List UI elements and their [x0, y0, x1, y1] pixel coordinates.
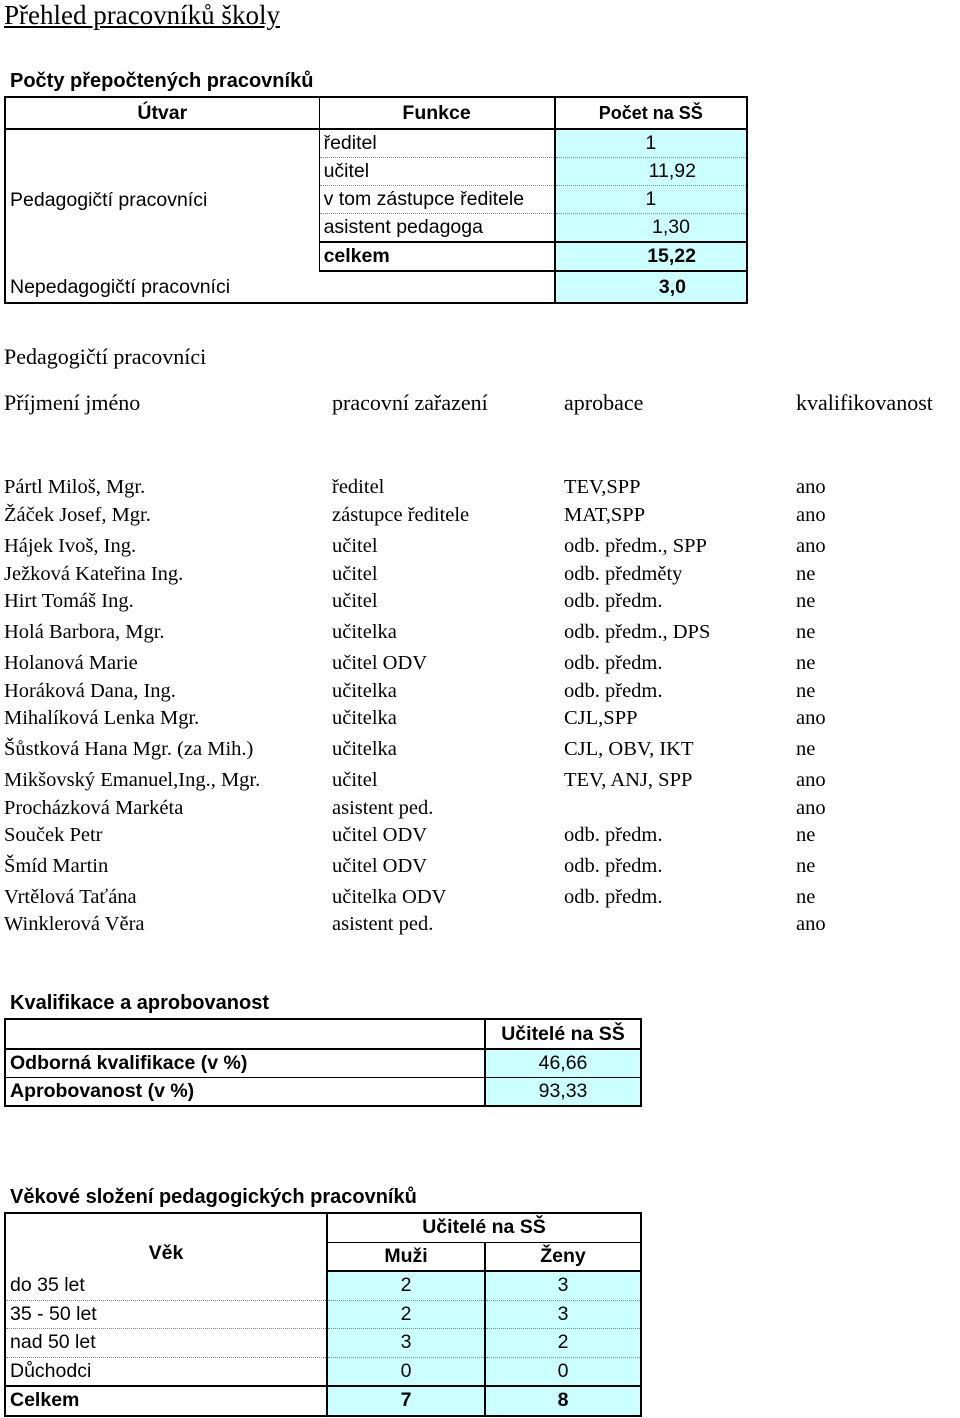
staff-qualification: ne: [796, 680, 816, 702]
staff-name: Mikšovský Emanuel,Ing., Mgr.: [4, 769, 261, 791]
function-cell: učitel: [319, 158, 554, 186]
count-cell: 1: [555, 186, 747, 214]
staff-name: Holá Barbora, Mgr.: [4, 621, 165, 643]
staff-name: Holanová Marie: [4, 652, 138, 674]
col-age-header: Věk: [148, 1242, 184, 1264]
staff-row: [0, 680, 960, 708]
staff-row: [0, 621, 960, 649]
col-women-header: Ženy: [485, 1242, 641, 1271]
staff-qualification: ne: [796, 855, 816, 877]
qualification-value: 46,66: [485, 1049, 641, 1078]
nonped-value: 3,0: [555, 271, 747, 303]
staff-position: učitel: [332, 535, 378, 557]
staff-approbation: odb. předměty: [564, 563, 683, 585]
staff-position: učitel ODV: [332, 855, 428, 877]
age-row-label: do 35 let: [5, 1271, 327, 1300]
staff-position: učitel ODV: [332, 824, 428, 846]
staff-approbation: odb. předm.: [564, 886, 663, 908]
age-row-label: nad 50 let: [5, 1329, 327, 1358]
staff-position: učitelka: [332, 621, 397, 643]
staff-name: Mihalíková Lenka Mgr.: [4, 707, 200, 729]
age-women-value: 3: [485, 1300, 641, 1329]
staff-approbation: odb. předm.: [564, 590, 663, 612]
staff-row: [0, 563, 960, 591]
staff-qualification: ne: [796, 886, 816, 908]
staff-approbation: odb. předm.: [564, 680, 663, 702]
staff-approbation: odb. předm., DPS: [564, 621, 711, 643]
staff-name: Hájek Ivoš, Ing.: [4, 535, 137, 557]
staff-approbation: odb. předm.: [564, 824, 663, 846]
staff-row: [0, 652, 960, 680]
col-count-header: Počet na SŠ: [555, 97, 747, 129]
staff-name: Ježková Kateřina Ing.: [4, 563, 184, 585]
age-group-header: Učitelé na SŠ: [327, 1213, 641, 1242]
staff-position: zástupce ředitele: [332, 504, 470, 526]
staff-qualification: ne: [796, 590, 816, 612]
page-title: Přehled pracovníků školy: [4, 0, 280, 30]
staff-position: asistent ped.: [332, 913, 434, 935]
staff-approbation: odb. předm.: [564, 652, 663, 674]
col-position-header: pracovní zařazení: [332, 390, 488, 415]
staff-qualification: ano: [796, 797, 826, 819]
staff-position: učitelka: [332, 680, 397, 702]
staff-approbation: CJL, OBV, IKT: [564, 738, 694, 760]
qualification-heading: Kvalifikace a aprobovanost: [10, 992, 269, 1014]
col-unit-header: Útvar: [5, 97, 319, 129]
staff-position: učitel: [332, 590, 378, 612]
counts-heading: Počty přepočtených pracovníků: [10, 70, 314, 92]
staff-name: Šůstková Hana Mgr. (za Mih.): [4, 738, 254, 760]
staff-position: učitel: [332, 563, 378, 585]
staff-qualification: ano: [796, 535, 826, 557]
staff-row: [0, 913, 960, 941]
col-name-header: Příjmení jméno: [4, 390, 141, 415]
function-cell: ředitel: [319, 129, 554, 158]
qualification-table: [4, 1018, 642, 1107]
age-total-women: 8: [485, 1386, 641, 1416]
count-cell: 1: [555, 129, 747, 158]
staff-approbation: TEV, ANJ, SPP: [564, 769, 693, 791]
age-men-value: 2: [327, 1271, 485, 1300]
qualification-label: Odborná kvalifikace (v %): [5, 1049, 485, 1078]
staff-name: Šmíd Martin: [4, 855, 109, 877]
age-men-value: 2: [327, 1300, 485, 1329]
staff-position: učitelka ODV: [332, 886, 447, 908]
staff-qualification: ne: [796, 652, 816, 674]
staff-name: Souček Petr: [4, 824, 103, 846]
age-women-value: 0: [485, 1357, 641, 1386]
staff-name: Horáková Dana, Ing.: [4, 680, 176, 702]
staff-row: [0, 707, 960, 735]
qualification-col-header: Učitelé na SŠ: [485, 1019, 641, 1049]
staff-approbation: MAT,SPP: [564, 504, 646, 526]
function-cell: asistent pedagoga: [319, 214, 554, 243]
age-men-value: 0: [327, 1357, 485, 1386]
age-row-label: 35 - 50 let: [5, 1300, 327, 1329]
staff-row: [0, 476, 960, 504]
staff-qualification: ano: [796, 504, 826, 526]
staff-approbation: TEV,SPP: [564, 476, 641, 498]
staff-approbation: odb. předm., SPP: [564, 535, 707, 557]
nonped-label: Nepedagogičtí pracovníci: [10, 275, 231, 298]
staff-qualification: ano: [796, 913, 826, 935]
staff-qualification: ano: [796, 707, 826, 729]
staff-row: [0, 855, 960, 883]
col-function-header: Funkce: [319, 97, 554, 129]
age-women-value: 3: [485, 1271, 641, 1300]
staff-row: [0, 738, 960, 766]
staff-qualification: ne: [796, 824, 816, 846]
staff-name: Procházková Markéta: [4, 797, 184, 819]
staff-row: [0, 535, 960, 563]
staff-row: [0, 504, 960, 532]
staff-name: Winklerová Věra: [4, 913, 145, 935]
ped-label: Pedagogičtí pracovníci: [10, 189, 208, 211]
staff-position: asistent ped.: [332, 797, 434, 819]
staff-row: [0, 886, 960, 914]
staff-name: Pártl Miloš, Mgr.: [4, 476, 146, 498]
staff-row: [0, 797, 960, 825]
counts-table: [4, 96, 748, 304]
staff-qualification: ne: [796, 563, 816, 585]
total-value: 15,22: [555, 242, 747, 271]
age-row-label: Důchodci: [10, 1359, 92, 1382]
staff-name: Hirt Tomáš Ing.: [4, 590, 134, 612]
count-cell: 1,30: [555, 214, 747, 243]
age-table: [4, 1212, 642, 1417]
staff-approbation: odb. předm.: [564, 855, 663, 877]
staff-name: Vrtělová Taťána: [4, 886, 137, 908]
age-heading: Věkové složení pedagogických pracovníků: [10, 1186, 417, 1208]
staff-header-row: [0, 390, 960, 418]
staff-position: učitel ODV: [332, 652, 428, 674]
col-approbation-header: aprobace: [564, 390, 644, 415]
staff-qualification: ne: [796, 621, 816, 643]
staff-qualification: ne: [796, 738, 816, 760]
staff-name: Žáček Josef, Mgr.: [4, 504, 151, 526]
staff-qualification: ano: [796, 769, 826, 791]
staff-row: [0, 769, 960, 797]
age-total-men: 7: [327, 1386, 485, 1416]
approbation-label: Aprobovanost (v %): [10, 1080, 195, 1102]
age-men-value: 3: [327, 1329, 485, 1358]
staff-position: učitelka: [332, 707, 397, 729]
function-cell: v tom zástupce ředitele: [319, 186, 554, 214]
age-women-value: 2: [485, 1329, 641, 1358]
col-men-header: Muži: [327, 1242, 485, 1271]
count-cell: 11,92: [555, 158, 747, 186]
total-label: celkem: [319, 242, 554, 271]
staff-heading: Pedagogičtí pracovníci: [4, 344, 207, 369]
staff-row: [0, 824, 960, 852]
staff-row: [0, 590, 960, 618]
staff-position: ředitel: [332, 476, 385, 498]
staff-qualification: ano: [796, 476, 826, 498]
approbation-value: 93,33: [485, 1078, 641, 1107]
staff-position: učitelka: [332, 738, 397, 760]
col-qualification-header: kvalifikovanost: [796, 390, 933, 415]
age-total-label: Celkem: [5, 1386, 327, 1416]
staff-position: učitel: [332, 769, 378, 791]
staff-approbation: CJL,SPP: [564, 707, 638, 729]
